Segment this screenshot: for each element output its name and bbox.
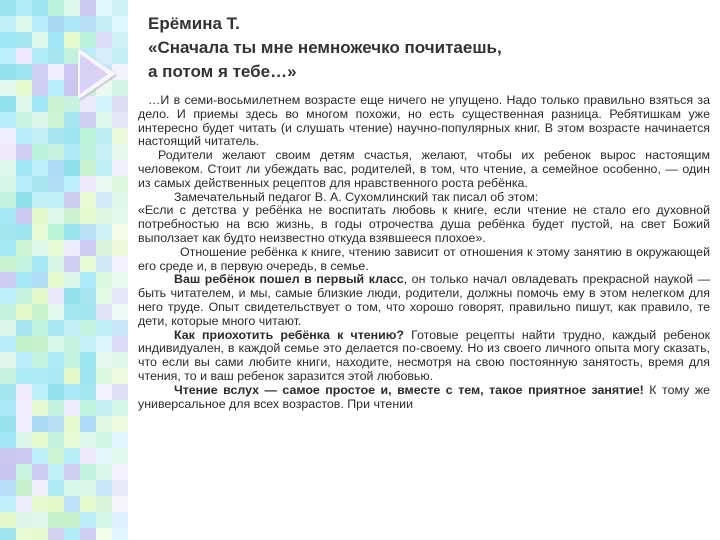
mosaic-tile — [0, 256, 16, 272]
mosaic-tile — [64, 272, 80, 288]
mosaic-tile — [16, 528, 32, 540]
mosaic-tile — [32, 384, 48, 400]
mosaic-tile — [48, 512, 64, 528]
mosaic-tile — [96, 144, 112, 160]
mosaic-tile — [32, 144, 48, 160]
mosaic-tile — [64, 192, 80, 208]
mosaic-tile — [80, 432, 96, 448]
mosaic-tile — [48, 96, 64, 112]
mosaic-tile — [112, 144, 128, 160]
mosaic-tile — [64, 288, 80, 304]
mosaic-tile — [0, 368, 16, 384]
mosaic-tile — [16, 336, 32, 352]
mosaic-tile — [48, 192, 64, 208]
mosaic-tile — [112, 256, 128, 272]
mosaic-tile — [0, 16, 16, 32]
mosaic-tile — [64, 432, 80, 448]
mosaic-tile — [16, 448, 32, 464]
mosaic-tile — [112, 528, 128, 540]
paragraph-2: Родители желают своим детям счастья, желают, чтобы их ребенок вырос настоящим человеком. Стоит ли убеждать вас, родителей, в том, что чтение, а семейное особенно, — один из самых действенных рецептов для нравственного роста ребёнка. — [138, 148, 710, 190]
mosaic-tile — [96, 336, 112, 352]
mosaic-tile — [16, 176, 32, 192]
mosaic-tile — [80, 16, 96, 32]
mosaic-tile — [96, 16, 112, 32]
mosaic-tile — [64, 416, 80, 432]
mosaic-tile — [96, 352, 112, 368]
mosaic-tile — [112, 480, 128, 496]
mosaic-tile — [32, 16, 48, 32]
mosaic-tile — [80, 0, 96, 16]
mosaic-tile — [32, 32, 48, 48]
mosaic-tile — [112, 464, 128, 480]
mosaic-tile — [112, 128, 128, 144]
mosaic-tile — [80, 240, 96, 256]
mosaic-tile — [64, 256, 80, 272]
mosaic-tile — [96, 176, 112, 192]
mosaic-tile — [16, 32, 32, 48]
mosaic-tile — [112, 176, 128, 192]
mosaic-tile — [16, 80, 32, 96]
mosaic-tile — [64, 208, 80, 224]
mosaic-tile — [0, 0, 16, 16]
mosaic-tile — [80, 496, 96, 512]
mosaic-tile — [0, 160, 16, 176]
mosaic-tile — [16, 0, 32, 16]
mosaic-tile — [64, 400, 80, 416]
mosaic-tile — [64, 528, 80, 540]
mosaic-tile — [64, 336, 80, 352]
mosaic-tile — [16, 144, 32, 160]
mosaic-tile — [96, 0, 112, 16]
mosaic-tile — [64, 128, 80, 144]
mosaic-tile — [64, 352, 80, 368]
mosaic-tile — [80, 288, 96, 304]
mosaic-tile — [96, 448, 112, 464]
mosaic-tile — [80, 320, 96, 336]
mosaic-tile — [80, 352, 96, 368]
mosaic-tile — [64, 368, 80, 384]
mosaic-tile — [48, 128, 64, 144]
mosaic-tile — [64, 144, 80, 160]
mosaic-tile — [32, 176, 48, 192]
paragraph-4-quote: «Если с детства у ребёнка не воспитать любовь к книге, если чтение не стало его духовной потребностью на всю жизнь, в годы отрочества душа ребёнка будет пустой, на свет Божий выползает как будто неизвестно откуда взявшееся плохое». — [138, 203, 710, 245]
mosaic-tile — [32, 80, 48, 96]
mosaic-tile — [96, 384, 112, 400]
mosaic-tile — [80, 256, 96, 272]
paragraph-1: …И в семи-восьмилетнем возрасте еще ничего не упущено. Надо только правильно взяться за дело. И приемы здесь во многом похожи, но есть существенная разница. Ребятишкам уже интересно будет читать (и слушать чтение) научно-популярных книг. В этом возрасте начинается настоящий читатель. — [138, 93, 710, 149]
mosaic-tile — [0, 432, 16, 448]
mosaic-tile — [0, 112, 16, 128]
mosaic-tile — [48, 480, 64, 496]
mosaic-tile — [32, 256, 48, 272]
mosaic-tile — [0, 144, 16, 160]
mosaic-tile — [32, 96, 48, 112]
mosaic-tile — [16, 240, 32, 256]
mosaic-tile — [0, 192, 16, 208]
mosaic-tile — [0, 384, 16, 400]
mosaic-tile — [80, 192, 96, 208]
mosaic-tile — [112, 416, 128, 432]
mosaic-tile — [64, 160, 80, 176]
mosaic-tile — [48, 304, 64, 320]
mosaic-tile — [32, 224, 48, 240]
mosaic-tile — [0, 208, 16, 224]
mosaic-tile — [64, 32, 80, 48]
mosaic-tile — [32, 448, 48, 464]
mosaic-tile — [0, 96, 16, 112]
mosaic-tile — [96, 128, 112, 144]
mosaic-tile — [0, 128, 16, 144]
mosaic-tile — [112, 160, 128, 176]
mosaic-tile — [112, 304, 128, 320]
mosaic-tile — [96, 112, 112, 128]
mosaic-tile — [96, 496, 112, 512]
mosaic-tile — [112, 368, 128, 384]
mosaic-tile — [80, 144, 96, 160]
mosaic-tile — [80, 224, 96, 240]
mosaic-tile — [80, 336, 96, 352]
mosaic-tile — [80, 304, 96, 320]
slide-title — [148, 12, 668, 84]
mosaic-tile — [32, 240, 48, 256]
mosaic-tile — [64, 176, 80, 192]
mosaic-tile — [96, 464, 112, 480]
mosaic-tile — [16, 64, 32, 80]
mosaic-tile — [48, 176, 64, 192]
mosaic-tile — [64, 320, 80, 336]
mosaic-tile — [16, 416, 32, 432]
mosaic-tile — [64, 224, 80, 240]
mosaic-tile — [48, 48, 64, 64]
mosaic-tile — [80, 368, 96, 384]
mosaic-tile — [0, 336, 16, 352]
mosaic-tile — [32, 48, 48, 64]
mosaic-tile — [96, 512, 112, 528]
mosaic-tile — [16, 320, 32, 336]
mosaic-tile — [48, 464, 64, 480]
mosaic-tile — [96, 288, 112, 304]
mosaic-tile — [48, 80, 64, 96]
mosaic-tile — [0, 80, 16, 96]
mosaic-tile — [96, 208, 112, 224]
mosaic-tile — [48, 256, 64, 272]
mosaic-tile — [64, 384, 80, 400]
mosaic-tile — [96, 320, 112, 336]
mosaic-tile — [112, 352, 128, 368]
mosaic-tile — [48, 160, 64, 176]
mosaic-tile — [64, 448, 80, 464]
mosaic-tile — [32, 160, 48, 176]
mosaic-tile — [80, 384, 96, 400]
mosaic-tile — [32, 400, 48, 416]
mosaic-tile — [0, 448, 16, 464]
mosaic-tile — [96, 528, 112, 540]
mosaic-tile — [96, 256, 112, 272]
title-quote-line2: а потом я тебе…» — [148, 62, 297, 81]
paragraph-7 — [138, 329, 710, 384]
mosaic-tile — [48, 288, 64, 304]
mosaic-tile — [16, 384, 32, 400]
mosaic-tile — [64, 16, 80, 32]
mosaic-tile — [0, 32, 16, 48]
mosaic-tile — [112, 288, 128, 304]
mosaic-tile — [64, 0, 80, 16]
mosaic-tile — [0, 272, 16, 288]
mosaic-tile — [32, 208, 48, 224]
mosaic-tile — [80, 160, 96, 176]
mosaic-tile — [0, 224, 16, 240]
mosaic-tile — [16, 160, 32, 176]
mosaic-tile — [80, 528, 96, 540]
mosaic-tile — [32, 512, 48, 528]
mosaic-tile — [16, 512, 32, 528]
mosaic-tile — [96, 400, 112, 416]
mosaic-tile — [112, 192, 128, 208]
mosaic-tile — [96, 160, 112, 176]
mosaic-tile — [32, 192, 48, 208]
mosaic-tile — [16, 480, 32, 496]
mosaic-tile — [96, 272, 112, 288]
body-text — [138, 94, 710, 411]
mosaic-tile — [0, 352, 16, 368]
mosaic-tile — [112, 208, 128, 224]
mosaic-tile — [112, 320, 128, 336]
mosaic-tile — [64, 240, 80, 256]
title-quote-line1: «Сначала ты мне немножечко почитаешь, — [148, 38, 502, 57]
mosaic-tile — [112, 432, 128, 448]
mosaic-tile — [80, 448, 96, 464]
mosaic-tile — [16, 304, 32, 320]
mosaic-tile — [112, 448, 128, 464]
mosaic-tile — [80, 128, 96, 144]
mosaic-tile — [112, 336, 128, 352]
mosaic-tile — [80, 480, 96, 496]
mosaic-tile — [16, 432, 32, 448]
mosaic-tile — [48, 0, 64, 16]
mosaic-tile — [48, 336, 64, 352]
mosaic-tile — [96, 192, 112, 208]
mosaic-tile — [16, 96, 32, 112]
mosaic-tile — [16, 352, 32, 368]
mosaic-tile — [32, 416, 48, 432]
mosaic-tile — [80, 208, 96, 224]
mosaic-tile — [112, 400, 128, 416]
mosaic-tile — [64, 512, 80, 528]
mosaic-tile — [0, 496, 16, 512]
mosaic-tile — [16, 16, 32, 32]
mosaic-tile — [32, 480, 48, 496]
mosaic-tile — [48, 416, 64, 432]
mosaic-tile — [48, 432, 64, 448]
mosaic-tile — [96, 240, 112, 256]
mosaic-tile — [16, 256, 32, 272]
paragraph-7-rest: Готовые рецепты найти трудно, каждый ребенок индивидуален, в каждой семье это делается по-своему. Но из своего личного опыта могу сказать, что если вы сами любите книги, находите, несмотря на свою постоянную занятость, время для чтения, то и ваш ребенок заразится этой любовью. — [138, 327, 711, 383]
paragraph-8-rest: К тому же универсальное для всех возрастов. При чтении — [138, 382, 710, 411]
triangle-arrow-inner-icon — [80, 54, 108, 94]
mosaic-tile — [0, 48, 16, 64]
mosaic-tile — [48, 64, 64, 80]
mosaic-tile — [16, 128, 32, 144]
title-author: Ерёмина Т. — [148, 14, 240, 33]
mosaic-tile — [0, 480, 16, 496]
mosaic-tile — [96, 368, 112, 384]
mosaic-tile — [96, 432, 112, 448]
mosaic-tile — [48, 368, 64, 384]
mosaic-tile — [64, 304, 80, 320]
mosaic-tile — [0, 304, 16, 320]
mosaic-tile — [32, 528, 48, 540]
mosaic-tile — [16, 208, 32, 224]
mosaic-tile — [48, 352, 64, 368]
mosaic-tile — [48, 240, 64, 256]
paragraph-6-bold: Ваш ребёнок пошел в первый класс — [174, 272, 404, 287]
paragraph-7-bold: Как приохотить ребёнка к чтению? — [174, 327, 404, 342]
mosaic-tile — [80, 112, 96, 128]
mosaic-tile — [32, 320, 48, 336]
mosaic-tile — [96, 416, 112, 432]
mosaic-tile — [48, 528, 64, 540]
mosaic-tile — [48, 144, 64, 160]
mosaic-tile — [80, 32, 96, 48]
mosaic-tile — [48, 448, 64, 464]
mosaic-tile — [64, 496, 80, 512]
mosaic-tile — [32, 432, 48, 448]
paragraph-8-bold: Чтение вслух — самое простое и, вместе с тем, такое приятное занятие! — [174, 382, 644, 397]
paragraph-6 — [138, 273, 710, 328]
mosaic-tile — [112, 0, 128, 16]
mosaic-tile — [0, 64, 16, 80]
mosaic-tile — [80, 272, 96, 288]
mosaic-tile — [32, 64, 48, 80]
mosaic-tile — [32, 496, 48, 512]
mosaic-tile — [48, 384, 64, 400]
mosaic-tile — [96, 32, 112, 48]
paragraph-8 — [138, 384, 710, 412]
mosaic-tile — [64, 112, 80, 128]
mosaic-tile — [64, 464, 80, 480]
mosaic-tile — [32, 352, 48, 368]
mosaic-tile — [80, 176, 96, 192]
mosaic-tile — [0, 320, 16, 336]
mosaic-tile — [16, 272, 32, 288]
mosaic-tile — [48, 32, 64, 48]
paragraph-6-rest: , он только начал овладевать прекрасной наукой — быть читателем, и мы, самые близкие люди, родители, должны помочь ему в этом нелегком для него труде. Опыт свидетельствует о том, что хорошо говорят, правильно пишут, как правило, те дети, которые много читают. — [138, 272, 711, 328]
paragraph-5: Отношение ребёнка к книге, чтению зависит от отношения к этому занятию в окружающей его среде и, в первую очередь, в семье. — [138, 244, 710, 273]
mosaic-tile — [32, 0, 48, 16]
mosaic-tile — [16, 288, 32, 304]
mosaic-tile — [112, 384, 128, 400]
mosaic-tile — [64, 480, 80, 496]
mosaic-tile — [48, 16, 64, 32]
mosaic-tile — [48, 208, 64, 224]
mosaic-tile — [32, 368, 48, 384]
mosaic-tile — [96, 224, 112, 240]
mosaic-tile — [16, 48, 32, 64]
mosaic-tile — [80, 416, 96, 432]
mosaic-tile — [112, 512, 128, 528]
mosaic-tile — [32, 112, 48, 128]
mosaic-tile — [48, 112, 64, 128]
mosaic-tile — [16, 224, 32, 240]
mosaic-tile — [32, 336, 48, 352]
mosaic-tile — [48, 320, 64, 336]
mosaic-tile — [48, 400, 64, 416]
mosaic-tile — [112, 32, 128, 48]
mosaic-tile — [32, 288, 48, 304]
mosaic-tile — [112, 112, 128, 128]
mosaic-tile — [80, 512, 96, 528]
mosaic-tile — [112, 240, 128, 256]
mosaic-tile — [0, 416, 16, 432]
mosaic-tile — [48, 496, 64, 512]
mosaic-tile — [16, 464, 32, 480]
mosaic-tile — [16, 496, 32, 512]
mosaic-tile — [80, 400, 96, 416]
mosaic-tile — [16, 192, 32, 208]
mosaic-tile — [0, 240, 16, 256]
paragraph-3: Замечательный педагог В. А. Сухомлинский так писал об этом: — [174, 189, 539, 204]
mosaic-tile — [112, 496, 128, 512]
mosaic-tile — [0, 288, 16, 304]
mosaic-tile — [32, 272, 48, 288]
mosaic-tile — [16, 368, 32, 384]
mosaic-tile — [96, 304, 112, 320]
mosaic-tile — [48, 224, 64, 240]
mosaic-tile — [32, 304, 48, 320]
mosaic-tile — [0, 176, 16, 192]
mosaic-tile — [112, 224, 128, 240]
mosaic-tile — [0, 512, 16, 528]
mosaic-tile — [16, 112, 32, 128]
mosaic-tile — [112, 272, 128, 288]
mosaic-tile — [48, 272, 64, 288]
mosaic-tile — [96, 480, 112, 496]
mosaic-tile — [32, 128, 48, 144]
mosaic-tile — [16, 400, 32, 416]
mosaic-tile — [0, 528, 16, 540]
mosaic-tile — [32, 464, 48, 480]
mosaic-tile — [0, 464, 16, 480]
mosaic-tile — [80, 464, 96, 480]
mosaic-tile — [112, 16, 128, 32]
mosaic-tile — [0, 400, 16, 416]
